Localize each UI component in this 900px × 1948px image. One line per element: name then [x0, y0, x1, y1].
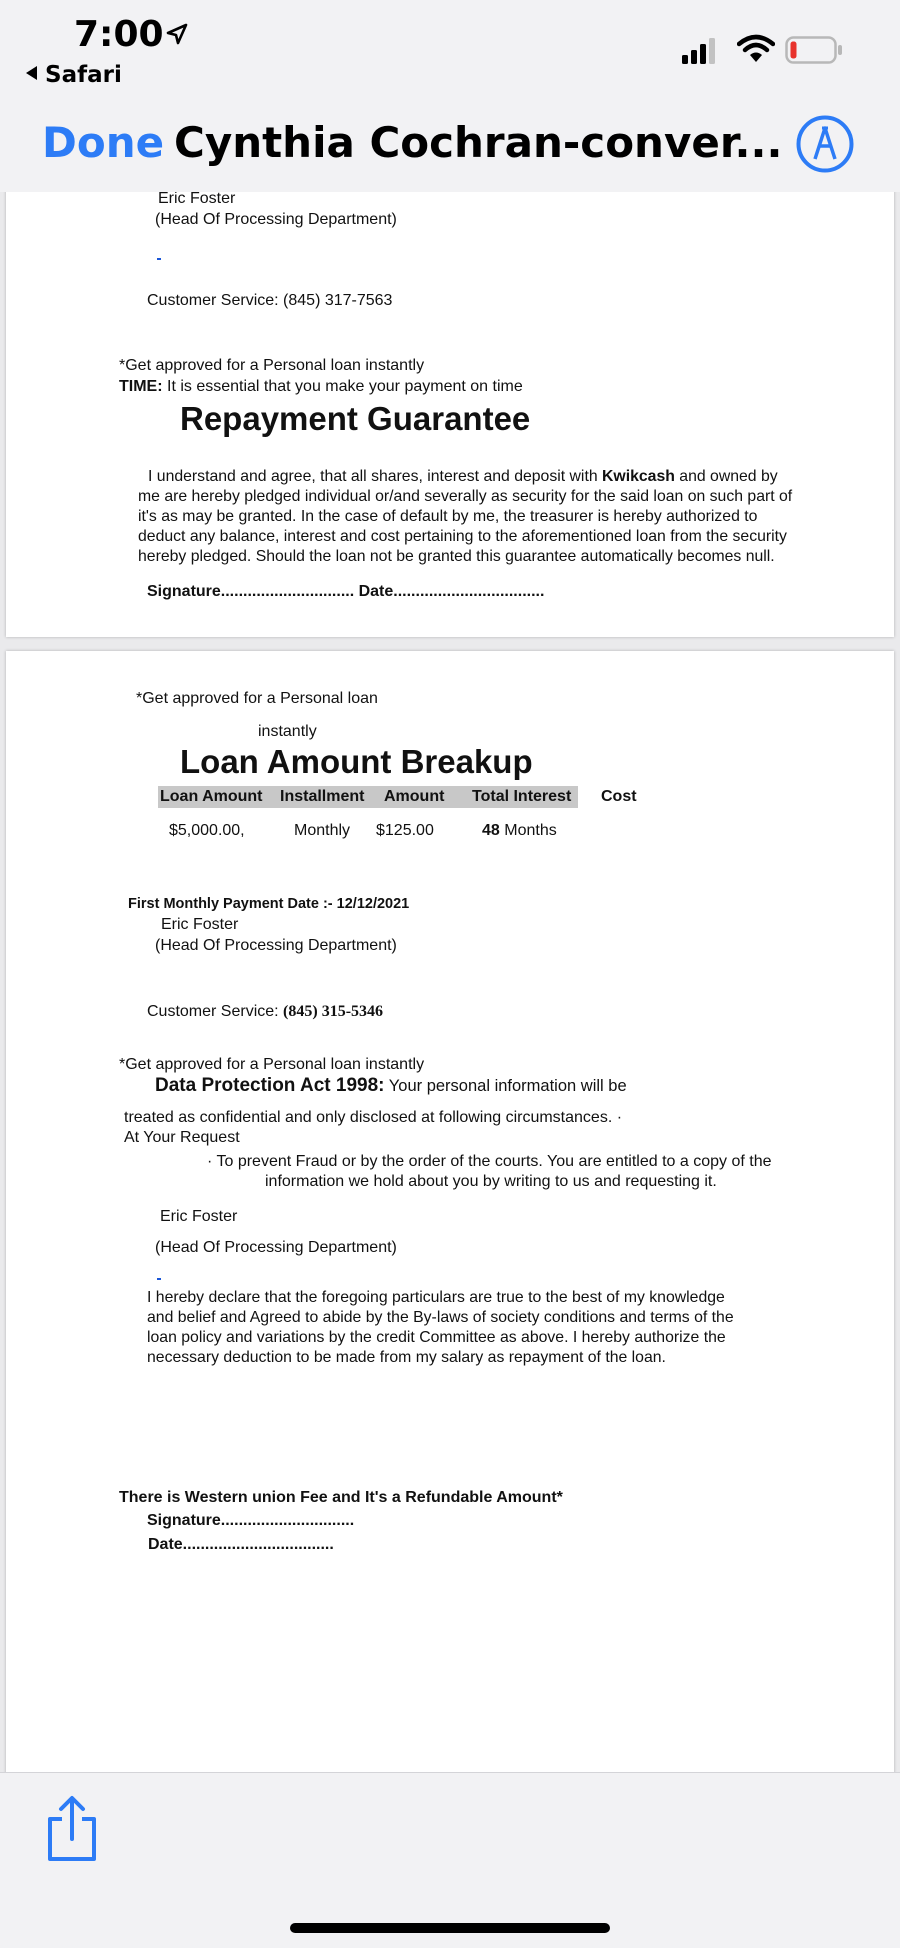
loan-table	[158, 786, 658, 866]
repayment-guarantee-heading: Repayment Guarantee	[180, 400, 531, 437]
term-number: 48	[482, 822, 500, 839]
pdf-page-1	[6, 192, 894, 637]
cell-amount: $125.00	[376, 822, 434, 839]
cell-installment: Monthly	[294, 822, 351, 839]
signature-line: Signature..............................	[147, 1512, 355, 1529]
loan-breakup-heading: Loan Amount Breakup	[180, 743, 533, 780]
header-loan-amount: Loan Amount	[160, 788, 263, 805]
cs-number: (845) 315-5346	[283, 1003, 384, 1020]
location-arrow-icon	[165, 22, 189, 46]
data-protection-text: Your personal information will be	[384, 1077, 627, 1095]
time-notice	[119, 378, 523, 396]
done-button[interactable]: Done	[42, 118, 165, 167]
guarantee-text-end: and owned by me are hereby pledged individual or/and severally as security for the said loan on such part of it's as may be granted. In the case of default by me, the treasurer is hereby authorized to deduct any balance, interest and cost pertaining to the aforementioned loan from the security hereby pledged. Should the loan not be granted this guarantee automatically becomes null.	[138, 468, 793, 565]
bottom-toolbar	[0, 1772, 900, 1948]
customer-service: Customer Service: (845) 317-7563	[147, 292, 393, 309]
promo-line-2: instantly	[258, 723, 317, 740]
promo-text: *Get approved for a Personal loan instantly	[119, 357, 425, 374]
promo-line-1: *Get approved for a Personal loan	[136, 690, 378, 707]
guarantee-text-start: I understand and agree, that all shares, interest and deposit with	[148, 468, 603, 485]
share-icon[interactable]	[44, 1793, 100, 1865]
signer-role: (Head Of Processing Department)	[155, 937, 397, 954]
promo-text-2: *Get approved for a Personal loan instantly	[119, 1056, 425, 1073]
markup-pen-icon[interactable]	[795, 114, 855, 174]
date-line: Date..................................	[148, 1536, 334, 1553]
blue-mark	[157, 258, 161, 260]
blue-mark	[157, 1278, 161, 1280]
signer-name: Eric Foster	[158, 192, 236, 207]
time-text: It is essential that you make your payment on time	[162, 378, 523, 395]
brand-name: Kwikcash	[602, 468, 675, 485]
guarantee-paragraph	[138, 467, 798, 567]
wifi-icon	[737, 34, 775, 64]
nav-bar	[0, 100, 900, 193]
cell-loan-amount: $5,000.00,	[169, 822, 245, 839]
cellular-signal-icon	[682, 38, 718, 64]
signer-name-2: Eric Foster	[160, 1208, 238, 1225]
signature-date-line: Signature.............................. Date..................................	[147, 583, 545, 600]
status-time: 7:00	[74, 14, 164, 55]
data-protection-line-3: At Your Request	[124, 1129, 240, 1146]
data-protection-line-2: treated as confidential and only disclosed at following circumstances. ·	[124, 1109, 623, 1126]
data-protection-heading: Data Protection Act 1998:	[155, 1075, 385, 1096]
home-indicator[interactable]	[290, 1923, 610, 1933]
customer-service	[147, 1003, 383, 1021]
document-title: Cynthia Cochran-conver...	[174, 118, 783, 167]
cs-label: Customer Service:	[147, 1003, 284, 1020]
signer-role-2: (Head Of Processing Department)	[155, 1239, 397, 1256]
signer-role: (Head Of Processing Department)	[155, 211, 397, 228]
back-app-label: Safari	[45, 62, 122, 88]
pdf-viewer[interactable]	[0, 192, 900, 1772]
time-label: TIME:	[119, 378, 163, 395]
data-protection-bullet-2: information we hold about you by writing to us and requesting it.	[265, 1173, 717, 1190]
cell-term	[482, 822, 557, 840]
header-amount: Amount	[384, 788, 445, 805]
term-unit: Months	[499, 822, 557, 839]
western-union-fee-note: There is Western union Fee and It's a Refundable Amount*	[119, 1489, 563, 1506]
header-total-interest: Total Interest	[472, 788, 572, 805]
first-payment-date: First Monthly Payment Date :- 12/12/2021	[128, 896, 410, 912]
data-protection-intro	[155, 1075, 627, 1097]
battery-low-icon	[785, 36, 843, 64]
pdf-page-2	[6, 651, 894, 1772]
header-installment: Installment	[280, 788, 365, 805]
status-bar	[0, 0, 900, 100]
data-protection-bullet-1: · To prevent Fraud or by the order of the courts. You are entitled to a copy of the	[207, 1153, 772, 1170]
signer-name: Eric Foster	[161, 916, 239, 933]
header-cost: Cost	[601, 788, 637, 805]
declaration-paragraph: I hereby declare that the foregoing particulars are true to the best of my knowledge and belief and Agreed to abide by the By-laws of society conditions and terms of the loan policy and variations by the credit Committee as above. I hereby authorize the necessary deduction to be made from my salary as repayment of the loan.	[147, 1289, 734, 1366]
back-triangle-icon	[26, 66, 37, 80]
back-to-app-button[interactable]	[26, 62, 122, 88]
